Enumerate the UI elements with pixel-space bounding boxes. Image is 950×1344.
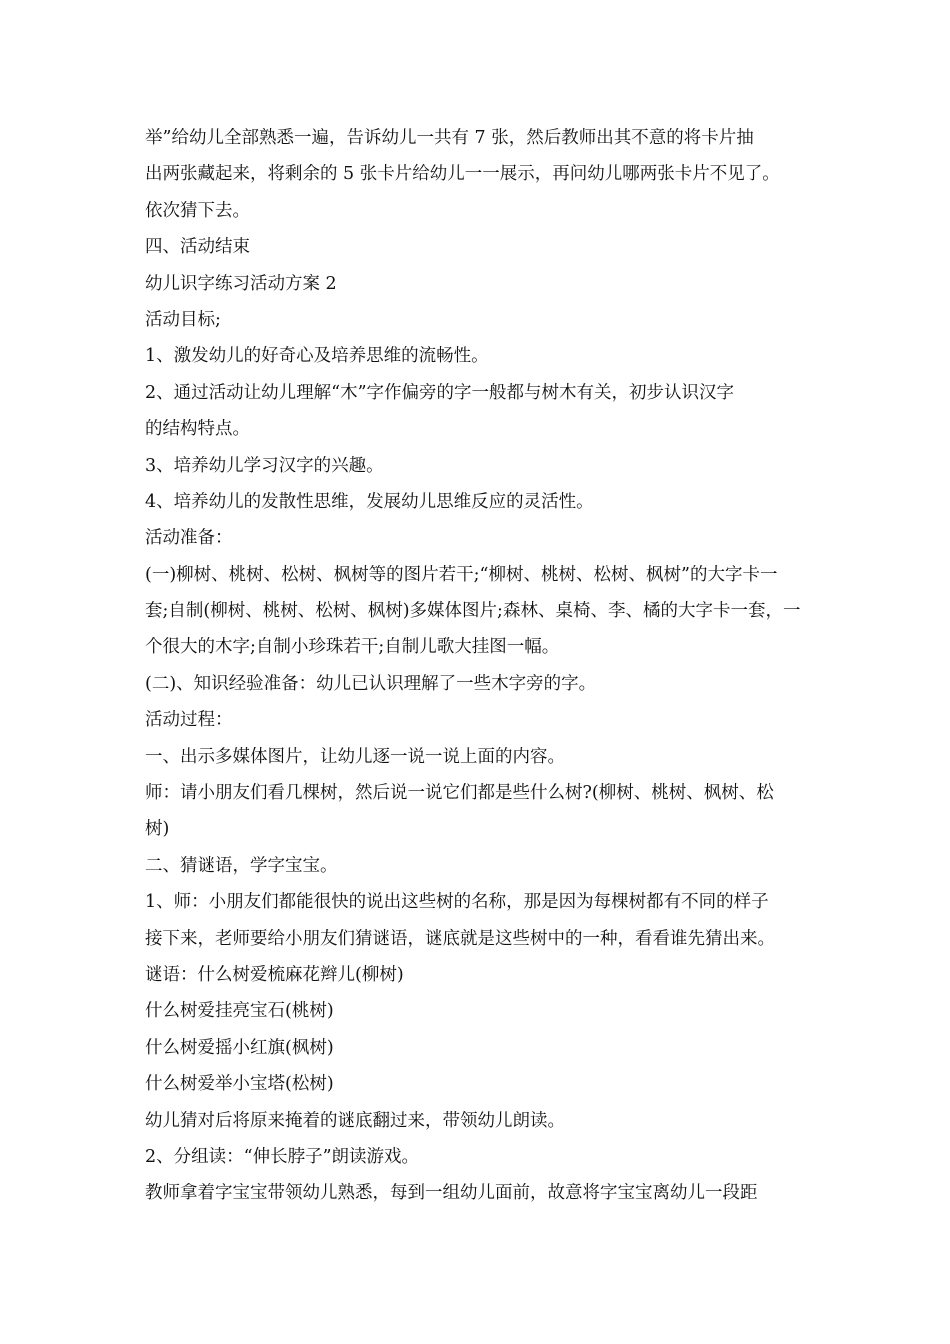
text-line: 3、培养幼儿学习汉字的兴趣。 [145,455,384,476]
text-line: 谜语：什么树爱梳麻花辫儿(柳树) [145,964,404,985]
text-line: (二)、知识经验准备：幼儿已认识理解了一些木字旁的字。 [145,673,597,694]
text-line: 师：请小朋友们看几棵树，然后说一说它们都是些什么树?(柳树、桃树、枫树、松 [145,783,774,804]
section-heading: 活动目标; [145,309,221,330]
text-line: (一)柳树、桃树、松树、枫树等的图片若干;“柳树、桃树、松树、枫树”的大字卡一 [145,564,778,585]
text-line: 二、猜谜语，学字宝宝。 [145,855,338,876]
text-line: 依次猜下去。 [145,200,250,221]
document-title: 幼儿识字练习活动方案 2 [145,273,337,294]
text-line: 一、出示多媒体图片，让幼儿逐一说一说上面的内容。 [145,746,565,767]
section-heading: 活动准备： [145,528,233,549]
text-line: 什么树爱举小宝塔(松树) [145,1074,334,1095]
section-heading: 活动过程： [145,710,233,731]
text-line: 教师拿着字宝宝带领幼儿熟悉，每到一组幼儿面前，故意将字宝宝离幼儿一段距 [145,1183,758,1204]
text-line: 个很大的木字;自制小珍珠若干;自制儿歌大挂图一幅。 [145,637,560,658]
text-line: 2、分组读：“伸长脖子”朗读游戏。 [145,1146,420,1167]
text-line: 出两张藏起来，将剩余的 5 张卡片给幼儿一一展示，再问幼儿哪两张卡片不见了。 [145,164,780,185]
text-line: 1、激发幼儿的好奇心及培养思维的流畅性。 [145,346,489,367]
text-line: 接下来，老师要给小朋友们猜谜语，谜底就是这些树中的一种，看看谁先猜出来。 [145,928,775,949]
text-line: 4、培养幼儿的发散性思维，发展幼儿思维反应的灵活性。 [145,491,594,512]
document-body [145,120,825,1212]
text-line: 的结构特点。 [145,419,250,440]
text-line: 1、师：小朋友们都能很快的说出这些树的名称，那是因为每棵树都有不同的样子 [145,892,769,913]
text-line: 什么树爱挂亮宝石(桃树) [145,1001,334,1022]
text-line: 什么树爱摇小红旗(枫树) [145,1037,334,1058]
text-line: 举”给幼儿全部熟悉一遍，告诉幼儿一共有 7 张，然后教师出其不意的将卡片抽 [145,128,754,148]
text-line: 2、通过活动让幼儿理解“木”字作偏旁的字一般都与树木有关，初步认识汉字 [145,382,735,403]
text-line: 树) [145,819,170,840]
text-line: 套;自制(柳树、桃树、松树、枫树)多媒体图片;森林、桌椅、李、橘的大字卡一套，一 [145,601,801,622]
text-line: 幼儿猜对后将原来掩着的谜底翻过来，带领幼儿朗读。 [145,1110,565,1131]
section-heading: 四、活动结束 [145,237,250,258]
